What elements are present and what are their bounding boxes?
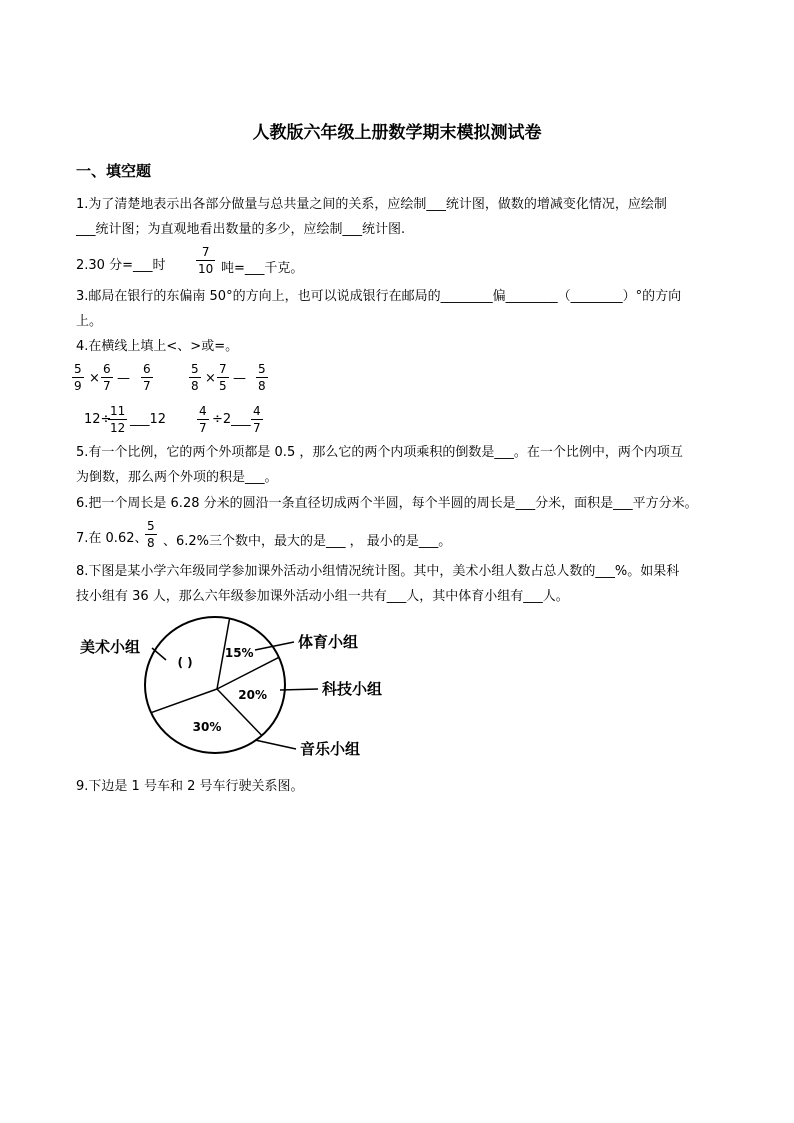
q4-r1b-frac2: 7 5 <box>219 362 227 393</box>
q9-text: 9.下边是 1 号车和 2 号车行驶关系图。 <box>76 779 304 794</box>
q4-r1a-frac3: 6 7 <box>143 362 151 393</box>
q8-line2: 技小组有 36 人，那么六年级参加课外活动小组一共有___人，其中体育小组有___人。 <box>76 589 569 604</box>
pie-label-0: 体育小组 <box>298 633 359 651</box>
pie-slice-value-3: ( ) <box>177 655 193 670</box>
pie-divider-1 <box>217 657 279 689</box>
pie-slice-value-0: 15% <box>224 646 254 661</box>
pie-leader-3 <box>152 648 166 660</box>
q5-line1: 5.有一个比例，它的两个外项都是 0.5 ，那么它的两个内项乘积的倒数是___。在一个比例中，两个内项互 <box>76 445 683 460</box>
q7-post: 、6.2%三个数中，最大的是___ ， 最小的是___。 <box>163 534 452 549</box>
q4-r2b-frac2: 4 7 <box>253 404 261 435</box>
pie-leader-2 <box>255 740 296 749</box>
pie-divider-3 <box>151 689 217 713</box>
q3-line2: 上。 <box>76 314 103 329</box>
q2-pre: 2.30 分=___时 <box>76 258 166 273</box>
q4-r2b-frac1: 4 7 <box>199 404 207 435</box>
q1-line2: ___统计图；为直观地看出数量的多少，应绘制___统计图. <box>76 222 406 237</box>
q3-line1: 3.邮局在银行的东偏南 50°的方向上，也可以说成银行在邮局的________偏________（________）°的方向 <box>76 289 682 304</box>
pie-label-2: 音乐小组 <box>300 740 361 758</box>
q4-r2a-pre: 12÷ <box>84 412 112 427</box>
q4-r1b-op: × <box>205 371 216 386</box>
pie-chart <box>70 612 410 762</box>
q4-r2a-frac: 11 12 <box>110 404 126 435</box>
section-heading: 一、填空题 <box>76 162 152 180</box>
q6-text: 6.把一个周长是 6.28 分米的圆沿一条直径切成两个半圆，每个半圆的周长是___分米，面积是___平方分米。 <box>76 496 698 511</box>
q4-text: 4.在横线上填上<、>或=。 <box>76 339 239 354</box>
q4-r1b-frac1: 5 8 <box>191 362 199 393</box>
q7-pre: 7.在 0.62、 <box>76 531 148 546</box>
q4-r1a-op: × <box>89 371 100 386</box>
q5-line2: 为倒数，那么两个外项的积是___。 <box>76 470 278 485</box>
q4-r1b-blank: — <box>233 371 246 386</box>
pie-slice-value-2: 30% <box>192 720 222 735</box>
page-title: 人教版六年级上册数学期末模拟测试卷 <box>252 123 542 143</box>
q4-r1a-frac2: 6 7 <box>103 362 111 393</box>
q2-frac-numerator: 7 <box>201 245 210 259</box>
q4-r2b-mid: ÷2___ <box>212 412 251 427</box>
fraction-bar <box>196 260 215 261</box>
q2-fraction <box>196 245 215 276</box>
q2-frac-denominator: 10 <box>198 262 214 276</box>
q8-line1: 8.下图是某小学六年级同学参加课外活动小组情况统计图。其中，美术小组人数占总人数的___%。如果科 <box>76 564 680 579</box>
q7-fraction: 5 8 <box>147 519 155 550</box>
q1-line1: 1.为了清楚地表示出各部分做量与总共量之间的关系，应绘制___统计图，做数的增减变化情况，应绘制 <box>76 197 667 212</box>
pie-label-3: 美术小组 <box>80 638 141 656</box>
q4-r1a-blank: — <box>117 371 130 386</box>
pie-label-1: 科技小组 <box>322 680 383 698</box>
pie-slice-value-1: 20% <box>238 687 268 702</box>
q4-r1b-frac3: 5 8 <box>258 362 266 393</box>
q2-post: 吨=___千克。 <box>221 261 304 276</box>
pie-leader-1 <box>280 689 318 690</box>
q4-r1a-frac1: 5 9 <box>74 362 82 393</box>
q4-r2a-post: ___12 <box>130 412 167 427</box>
